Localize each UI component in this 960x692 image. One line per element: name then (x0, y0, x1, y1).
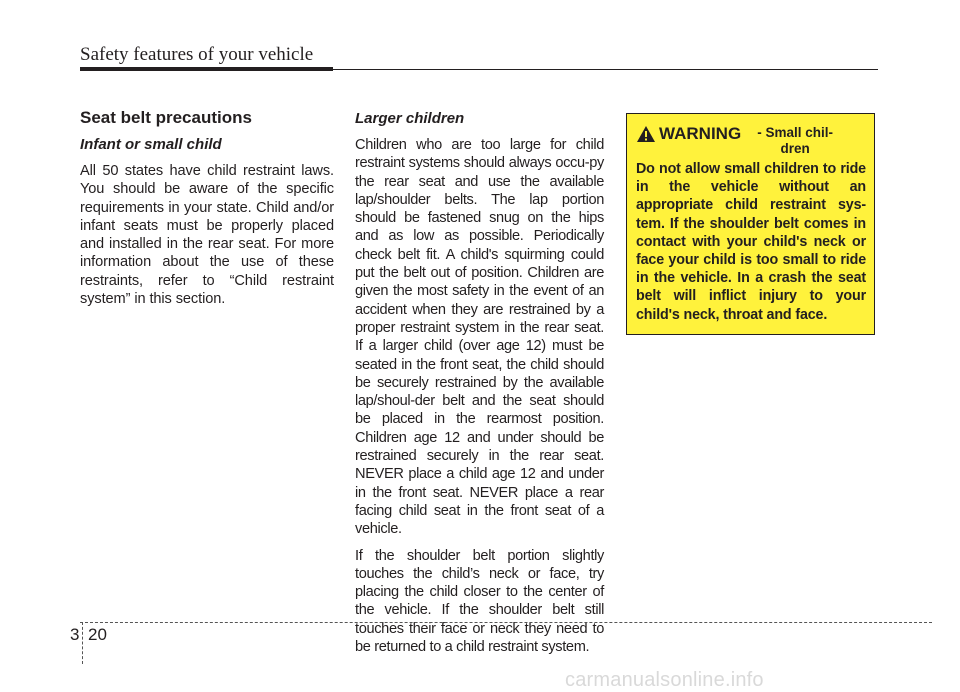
warning-triangle-icon (636, 125, 656, 143)
chapter-number: 3 (70, 625, 80, 644)
middle-column (355, 110, 604, 664)
warning-label: WARNING (659, 124, 742, 143)
warning-title: - Small chil-dren (757, 125, 834, 156)
page-number: 20 (88, 625, 107, 644)
page-header-title: Safety features of your vehicle (80, 44, 314, 65)
header-rule-thin (333, 69, 878, 70)
footer-divider (80, 622, 932, 623)
subheading-larger-children: Larger children (355, 110, 465, 127)
header-rule-thick (80, 67, 333, 71)
section-heading: Seat belt precautions (80, 108, 252, 127)
warning-body: Do not allow small children to ride in the vehicle without an appropriate child restraint sys-tem. If the shoulder belt comes in contact with your child's neck or face your child is too small to ride in the vehicle. In a crash the seat belt will inflict injury to your child's neck, throat and face. (636, 161, 866, 323)
warning-box (626, 113, 875, 335)
watermark: carmanualsonline.info (565, 669, 764, 691)
subheading-infant: Infant or small child (80, 136, 222, 153)
warning-header (636, 125, 866, 157)
footer-vertical-divider (82, 622, 83, 664)
paragraph-larger-children-1: Children who are too large for child restraint systems should always occu-py the rear seat and use the available lap/shoulder belts. The lap portion should be fastened snug on the hips and as low as possible. Periodically check belt fit. A child's squirming could put the belt out of position. Children are given the most safety in the event of an accident when they are restrained by a proper restraint system in the rear seat. If a larger child (over age 12) must be seated in the front seat, the child should be securely restrained by the available lap/shoul-der belt and the seat should be placed in the rearmost position. Children age 12 and under should be restrained securely in the rear seat. NEVER place a child age 12 and under in the front seat. NEVER place a rear facing child seat in the front seat of a vehicle. (355, 137, 604, 538)
paragraph-larger-children-2: If the shoulder belt portion slightly touches the child’s neck or face, try placing the child closer to the center of the vehicle. If the shoulder belt still touches their face or neck they need to be returned to a child restraint system. (355, 547, 604, 656)
left-column (80, 108, 334, 316)
paragraph-infant: All 50 states have child restraint laws. You should be aware of the specific requirements in your state. Child and/or infant seats must be properly placed and installed in the rear seat. For more information about the use of these restraints, refer to “Child restraint system” in this section. (80, 163, 334, 308)
